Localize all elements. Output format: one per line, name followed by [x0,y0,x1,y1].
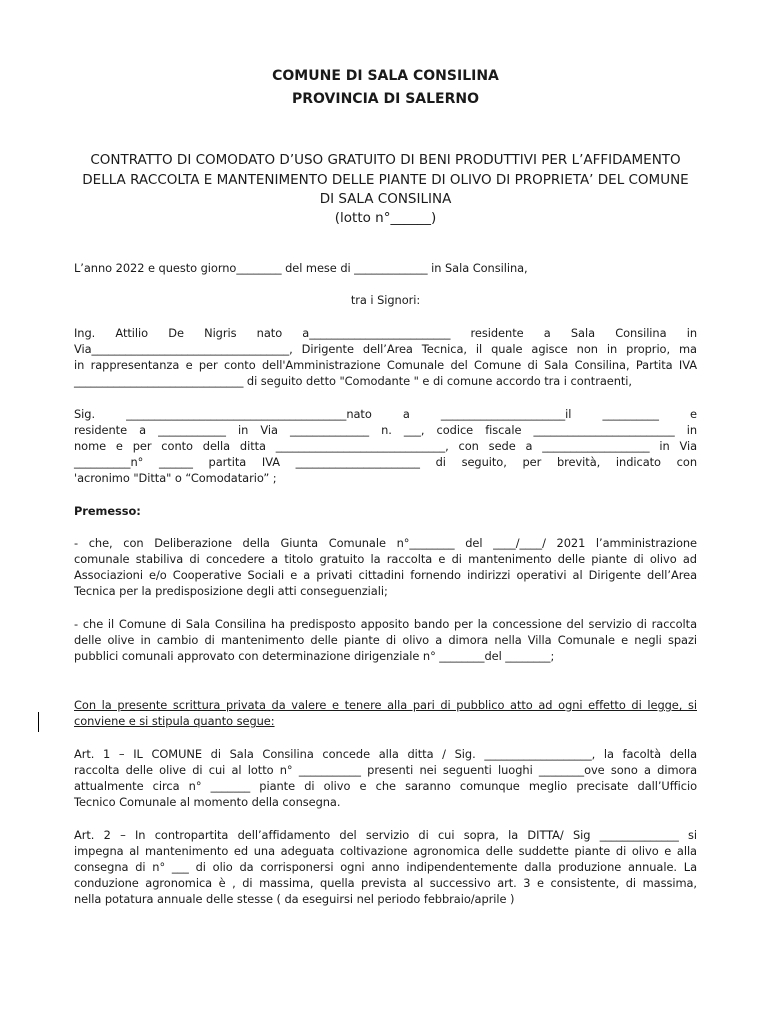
party2-line: __________n° ______ partita IVA ______________________ di seguito, per brevità, indicato con [74,455,697,469]
art2-line: Art. 2 – In contropartita dell’affidamento del servizio di cui sopra, la DITTA/ Sig ______________ si [74,828,697,842]
premesso-p2-line: - che il Comune di Sala Consilina ha predisposto apposito bando per la concessione del servizio di raccolta [74,617,697,631]
art1-line: attualmente circa n° _______ piante di olivo e che saranno comunque meglio precisate dall’Ufficio [74,779,697,793]
premesso-p1-line: - che, con Deliberazione della Giunta Comunale n°________ del ____/____/ 2021 l’amministrazione [74,536,697,550]
party2-line: 'acronimo "Ditta" o “Comodatario” ; [74,471,277,485]
premesso-p1-line: comunale stabiliva di concedere a titolo gratuito la raccolta e di mantenimento delle piante di olivo ad [74,552,697,566]
text-cursor [38,712,39,732]
premesso-p1-line: Associazioni e/o Cooperative Sociali e a privati cittadini fornendo indirizzi operativi al Dirigente dell’Area [74,568,697,582]
premesso-p2-line: pubblici comunali approvato con determinazione dirigenziale n° ________del ________; [74,649,555,663]
art1-line: raccolta delle olive di cui al lotto n° ___________ presenti nei seguenti luoghi ________ove sono a dimora [74,763,697,777]
party1-line: in rappresentanza e per conto dell'Amministrazione Comunale del Comune di Sala Consilina, Partita IVA [74,358,697,372]
party1-line: Via___________________________________, Dirigente dell’Area Tecnica, il quale agisce non in proprio, ma [74,342,697,356]
scrittura-line: conviene e si stipula quanto segue: [74,714,275,728]
art2-line: conduzione agronomica è , di massima, quella prevista al successivo art. 3 e consistente, di massima, [74,876,697,890]
year-line: L’anno 2022 e questo giorno________ del mese di _____________ in Sala Consilina, [74,261,528,275]
contract-title-line-3: DI SALA CONSILINA [319,191,452,207]
lotto-number: (lotto n°______) [334,210,437,226]
art2-line: nella potatura annuale delle stesse ( da eseguirsi nel periodo febbraio/aprile ) [74,892,515,906]
municipality-heading: COMUNE DI SALA CONSILINA [272,68,499,84]
premesso-p1-line: Tecnica per la predisposizione degli atti conseguenziali; [74,584,388,598]
party2-line: residente a ____________ in Via ______________ n. ___, codice fiscale _________________________ in [74,423,697,437]
art1-line: Tecnico Comunale al momento della consegna. [74,795,341,809]
party1-line: Ing. Attilio De Nigris nato a_________________________ residente a Sala Consilina in [74,326,697,340]
party1-line: ______________________________ di seguito detto "Comodante " e di comune accordo tra i contraenti, [74,374,632,388]
premesso-p2-line: delle olive in cambio di mantenimento delle piante di olivo a dimora nella Villa Comunale e negli spazi [74,633,697,647]
art2-line: impegna al mantenimento ed una adeguata coltivazione agronomica delle suddette piante di olivo e alla [74,844,697,858]
premesso-heading: Premesso: [74,504,141,518]
scrittura-line: Con la presente scrittura privata da valere e tenere alla pari di pubblico atto ad ogni effetto di legge, si [74,698,697,712]
province-heading: PROVINCIA DI SALERNO [291,91,480,107]
art1-line: Art. 1 – IL COMUNE di Sala Consilina concede alla ditta / Sig. ___________________, la facoltà della [74,747,697,761]
contract-title-line-2: DELLA RACCOLTA E MANTENIMENTO DELLE PIANTE DI OLIVO DI PROPRIETA’ DEL COMUNE [82,172,689,188]
parties-intro: tra i Signori: [350,293,421,307]
party2-line: Sig. _______________________________________nato a ______________________il __________ e [74,407,697,421]
contract-title-line-1: CONTRATTO DI COMODATO D’USO GRATUITO DI BENI PRODUTTIVI PER L’AFFIDAMENTO [90,152,681,168]
art2-line: consegna di n° ___ di olio da corrisponersi ogni anno indipendentemente dalla produzione annuale. La [74,860,697,874]
party2-line: nome e per conto della ditta ______________________________, con sede a ___________________ in Via [74,439,697,453]
